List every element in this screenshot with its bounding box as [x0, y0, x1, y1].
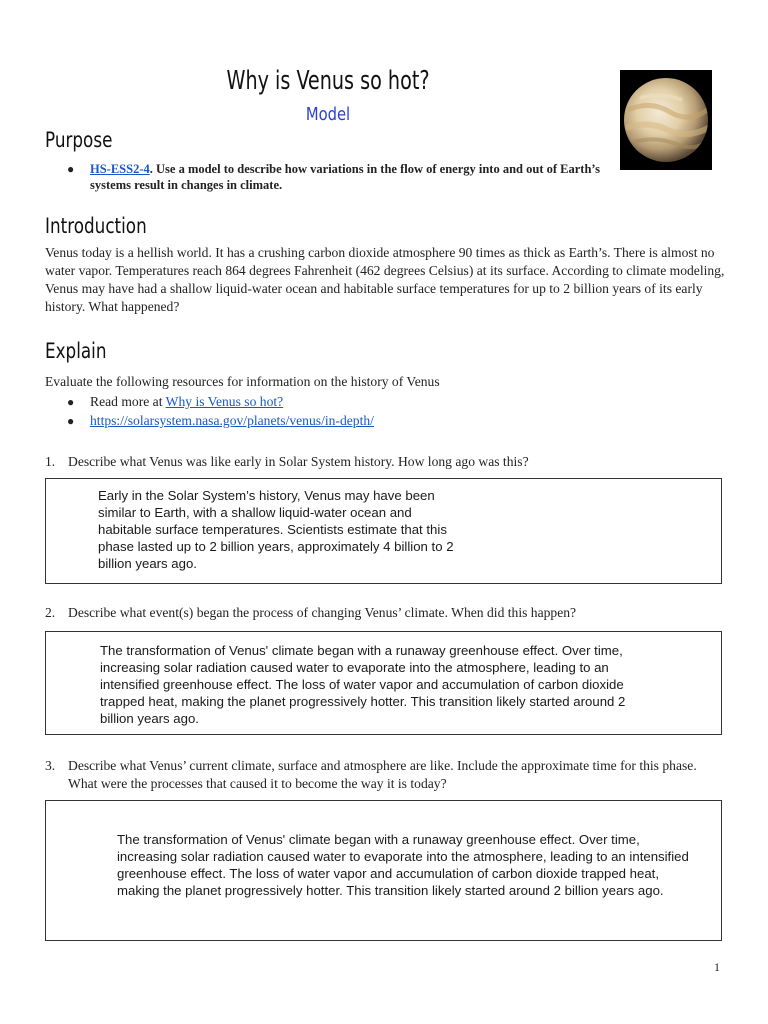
question-number: 2. — [45, 605, 56, 620]
explain-intro: Evaluate the following resources for information on the history of Venus — [45, 374, 440, 389]
venus-planet-image — [620, 70, 712, 170]
answer-text: The transformation of Venus' climate began with a runaway greenhouse effect. Over time, increasing solar radiation caused water to evaporate into the atmosphere, leading to an intensified greenhouse effect. The loss of water vapor and accumulation of carbon dioxide trapped heat, making the planet progressively hotter. This transition likely started around 2 billion years ago. — [100, 643, 626, 726]
explain-heading: Explain — [45, 339, 107, 363]
nasa-venus-link[interactable]: https://solarsystem.nasa.gov/planets/venus/in-depth/ — [90, 413, 374, 428]
bullet-icon: ● — [67, 395, 75, 409]
page-number: 1 — [714, 960, 720, 974]
question-text: Describe what Venus was like early in Solar System history. How long ago was this? — [68, 454, 529, 469]
resource-text — [90, 393, 690, 411]
introduction-text: Venus today is a hellish world. It has a crushing carbon dioxide atmosphere 90 times as thick as Earth’s. There is almost no water vapor. Temperatures reach 864 degrees Fahrenheit (462 degrees Celsius) at its surface. According to climate modeling, Venus may have had a shallow liquid-water ocean and habitable surface temperatures for up to 2 billion years of its early history. What happened? — [45, 245, 725, 314]
resource-prefix: Read more at — [90, 394, 166, 409]
standard-description — [90, 161, 610, 193]
question-text: Describe what Venus’ current climate, surface and atmosphere are like. Include the approximate time for this phase. What were the processes that caused it to become the way it is today? — [68, 758, 697, 791]
introduction-heading: Introduction — [45, 214, 147, 238]
question-number: 1. — [45, 454, 56, 469]
resource-text — [90, 412, 690, 430]
bullet-icon: ● — [67, 414, 75, 428]
standard-link[interactable]: HS-ESS2-4 — [90, 162, 150, 176]
standard-text: . Use a model to describe how variations in the flow of energy into and out of Earth’s systems result in changes in climate. — [90, 162, 600, 192]
why-venus-hot-link[interactable]: Why is Venus so hot? — [165, 394, 284, 409]
purpose-heading: Purpose — [45, 128, 113, 152]
answer-box-2[interactable] — [45, 631, 722, 735]
answer-text: The transformation of Venus' climate began with a runaway greenhouse effect. Over time, increasing solar radiation caused water to evaporate into the atmosphere, leading to an intensified greenhouse effect. The loss of water vapor and accumulation of carbon dioxide trapped heat, making the planet progressively hotter. This transition likely started around 2 billion years ago. — [117, 832, 689, 898]
bullet-icon: ● — [67, 162, 75, 176]
venus-planet-icon — [620, 70, 712, 170]
page-title: Why is Venus so hot? — [226, 66, 430, 96]
answer-text: Early in the Solar System’s history, Venus may have been similar to Earth, with a shallow liquid-water ocean and habitable surface temperatures. Scientists estimate that this phase lasted up to 2 billion years, approximately 4 billion to 2 billion years ago. — [98, 488, 454, 571]
answer-box-1[interactable] — [45, 478, 722, 584]
answer-box-3[interactable] — [45, 800, 722, 941]
question-number: 3. — [45, 758, 56, 773]
question-text: Describe what event(s) began the process of changing Venus’ climate. When did this happen? — [68, 605, 577, 620]
page-subtitle: Model — [305, 104, 351, 125]
